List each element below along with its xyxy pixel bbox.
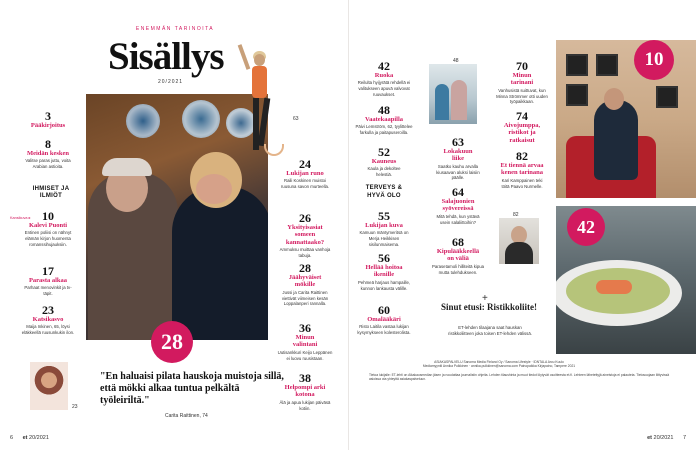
item-desc: Kaula ja dekoltee helestiä. <box>367 166 401 178</box>
item-desc: Parhaat menovinkit ja tv-täpit. <box>24 285 72 297</box>
item-title: Vaatekaapilla <box>364 116 404 123</box>
item-title: Jäähyväiset mökille <box>288 274 322 289</box>
item-desc: Mitä tehdä, kun ystävä usein salaliittoihin? <box>436 213 480 225</box>
item-desc: Valitse paras juttu, voita Arabian astioita. <box>25 158 71 170</box>
runner-arm <box>238 44 251 70</box>
page-footer <box>647 435 686 441</box>
toc-item[interactable] <box>6 304 90 336</box>
page-footer <box>10 435 49 441</box>
item-title: Helpompi arki kotona <box>284 384 326 399</box>
item-number: 52 <box>378 145 390 159</box>
item-number: 74 <box>516 109 528 123</box>
item-title: Pääkirjoitus <box>30 122 66 129</box>
man-figure <box>594 100 638 180</box>
item-number: 8 <box>45 137 51 151</box>
item-desc: Kamuun mäntymeritsä on Merja Heikkisen sisilunmaisema. <box>359 230 409 247</box>
toc-item[interactable] <box>6 265 90 297</box>
item-title: Salajuonien syövereissä <box>441 198 475 213</box>
person-body <box>505 242 533 264</box>
runner-leg <box>258 98 271 146</box>
runner-head <box>254 54 265 66</box>
man-cap <box>102 158 152 176</box>
item-desc: Saatko kauhu arvalla kiusaavan aluksi laisiin päälle. <box>436 163 480 181</box>
extra-title[interactable]: Sinut etusi: Ristikkoliite! <box>440 302 537 312</box>
item-title: Kipulääkkeellä on väliä <box>436 248 480 263</box>
toc-item[interactable] <box>487 60 557 105</box>
quote-attribution: Carita Raittinen, 74 <box>165 413 208 419</box>
item-desc: Raili Koskinen muistoi ruusuna savon murteella. <box>280 178 330 190</box>
pull-quote: "En haluaisi pilata hauskoja muistoja sillä, että mökki alkaa tuntua pelkältä työleiriltä." <box>100 371 284 406</box>
item-title: Minun valintani <box>292 334 318 349</box>
wall-plate <box>182 100 220 138</box>
item-number: 38 <box>299 371 311 385</box>
person-figure <box>451 80 467 120</box>
page-number: 6 <box>10 435 14 441</box>
issue-number: 20/2021 <box>158 79 184 85</box>
item-desc: Kari Kamppainen teki töitä Paavo Nurmelle. <box>501 177 543 189</box>
item-number: 42 <box>378 59 390 73</box>
toc-item[interactable] <box>349 60 419 97</box>
item-desc: Vanhusistä suittuvat, kun Minna Strömmer otti uuden työpaikkaan. <box>496 87 548 105</box>
page-badge[interactable]: 10 <box>634 40 674 80</box>
framed-record <box>566 84 588 106</box>
brand-logo: et <box>22 435 28 441</box>
item-number: 17 <box>42 264 54 278</box>
framed-record <box>656 86 678 108</box>
photo-page-ref: 82 <box>513 212 519 218</box>
framed-record <box>566 54 588 76</box>
item-title: Aivojumppa, ristikot ja ratkaisut <box>503 122 541 144</box>
footer-issue: 20/2021 <box>29 435 49 441</box>
item-title: Lukijan kuva <box>365 222 403 229</box>
item-number: 55 <box>378 209 390 223</box>
toc-item[interactable] <box>270 212 340 259</box>
framed-record <box>596 54 618 76</box>
item-number: 26 <box>299 211 311 225</box>
colophon <box>369 360 679 382</box>
toc-item[interactable] <box>487 110 557 144</box>
item-desc: Parasetamoli hilliteitä kipua mutta tulehdukseen. <box>431 263 485 275</box>
toc-item[interactable] <box>423 136 493 181</box>
item-desc: Päivi Lemström, 62, tyylittelee farkulla ja paitapuseroilla. <box>355 124 413 136</box>
item-title: Katsikasvo <box>32 316 64 323</box>
item-number: 3 <box>45 109 51 123</box>
item-desc: Entinen poliisi on nähnyt elämän kirjon huomenta romanssihujauksiin. <box>24 230 72 247</box>
toc-item[interactable] <box>270 262 340 307</box>
item-title: Et tiennä arvaa kenen tarinana <box>500 162 544 177</box>
right-page <box>349 0 696 450</box>
toc-item[interactable] <box>423 236 493 275</box>
woman-face <box>196 174 232 204</box>
section-label: IHMISET JA ILMIÖT <box>32 186 70 200</box>
item-desc: Pehmeä harjaus hampaille, kunnon lankausta välille. <box>357 279 411 291</box>
colophon-line: Mediamyyntii Annika Pulkkinen · annika.pulkkinen@sanoma.com Painopaikka Kirjapaino, Tampere 2021 <box>422 364 576 369</box>
man-head <box>604 88 624 110</box>
salmon-garnish <box>596 280 632 294</box>
resistance-band <box>264 144 284 156</box>
page-badge[interactable]: 28 <box>151 321 193 363</box>
item-number: 63 <box>452 135 464 149</box>
item-number: 10 <box>42 209 54 223</box>
item-title: Ruoka <box>374 72 394 79</box>
item-desc: Reilulta hyijyrätä rehdellä ei valitukseen apuvä valvovat ruuvaukset. <box>357 80 411 97</box>
cover-tag: Kansikuva ▸ <box>10 216 31 220</box>
item-title: Minun tarinani <box>510 72 534 87</box>
person-figure <box>435 84 449 120</box>
photo-page-ref: 48 <box>453 58 459 64</box>
item-desc: Uutisankkuri Keijo Leppänen ei luovu ruusistaan. <box>277 349 333 361</box>
plus-icon: + <box>482 293 488 304</box>
toc-item[interactable] <box>270 322 340 361</box>
item-title: Hellää hoitoa ikenille <box>365 264 403 279</box>
toc-item[interactable] <box>270 158 340 190</box>
toc-item[interactable] <box>6 210 90 247</box>
page-number: 7 <box>682 435 686 441</box>
item-number: 56 <box>378 251 390 265</box>
toc-item[interactable] <box>349 104 419 136</box>
woman-figure <box>172 186 268 340</box>
item-number: 24 <box>299 157 311 171</box>
toc-item[interactable] <box>349 146 419 178</box>
photo-page-ref: 23 <box>72 404 78 410</box>
item-desc: Risto Laitila vastaa lukijan kysymykseen kolesterolista. <box>357 324 411 336</box>
item-title: Parasta alkaa <box>28 277 68 284</box>
item-title: Lukijan runo <box>286 170 324 177</box>
runner-photo[interactable] <box>238 44 280 156</box>
toc-item[interactable] <box>423 186 493 225</box>
item-number: 36 <box>299 321 311 335</box>
item-title: Kalevi Puonti <box>28 222 68 229</box>
item-title: Yksityisasiat someen kannattaako? <box>285 224 325 246</box>
colophon-line: ASIAKASPALVELU Sanoma Media Finland Oy / Sanoma Lifestyle · IDNTALA Arcu Kuulo <box>434 360 564 364</box>
item-title: Omalääkäri <box>367 316 401 323</box>
footer-issue: 20/2021 <box>653 435 674 441</box>
item-number: 23 <box>42 303 54 317</box>
item-desc: Maija Inkinen, 65, löysi eläkkeellä ruusunkukin ilon. <box>21 324 75 336</box>
runner-top <box>252 66 267 98</box>
item-number: 28 <box>299 261 311 275</box>
item-title: Kauneus <box>371 158 397 165</box>
item-number: 48 <box>378 103 390 117</box>
toc-item[interactable] <box>349 304 419 336</box>
page-title: Sisällys <box>108 35 224 78</box>
item-title: Meidän kesken <box>26 150 70 157</box>
toc-item[interactable] <box>349 252 419 291</box>
item-number: 64 <box>452 185 464 199</box>
item-desc: Jussi ja Carita Raittinen viettivät viimeisen kesän Loppalanperi rannalla. <box>281 289 329 307</box>
page-badge[interactable]: 42 <box>567 208 605 246</box>
toc-item[interactable] <box>349 210 419 247</box>
wall-plate <box>126 104 160 138</box>
item-number: 68 <box>452 235 464 249</box>
item-desc: Ammuksu muittaa vanhoja tabuja. <box>279 247 331 258</box>
item-number: 82 <box>516 149 528 163</box>
thumb-photo-23[interactable] <box>30 362 68 410</box>
thumb-photo-82[interactable] <box>499 218 539 264</box>
item-number: 60 <box>378 303 390 317</box>
item-number: 70 <box>516 59 528 73</box>
toc-item[interactable] <box>6 138 90 170</box>
item-title: Lokakuun liike <box>443 148 473 163</box>
colophon-text: Tietoa lukijalle: ET-lehti on Aikakausmedian jäsen ja noudattaa journalistin ohjeita. Lehden tilaushinta ja muut tiedot löytyvät osoitteesta et.fi. Lehteen lähetettyjä aineistoja ei palauteta. Tietosuojaan liittyvissä asioissa ota yhteyttä asiakaspalveluun. <box>369 372 670 382</box>
photo-page-ref: 63 <box>293 116 299 122</box>
section-label: TERVEYS & HYVÄ OLO <box>365 185 403 199</box>
photo-story-10[interactable] <box>556 40 696 198</box>
item-desc: Älä ja apua lukijan päiväsä kotiin. <box>279 399 331 411</box>
toc-item[interactable] <box>487 150 557 189</box>
brand-logo: et <box>647 435 652 441</box>
extra-description: ET-lehden tilaajana saat hauskan ristikkoliitteen joka toisen ET-lehden välissä. <box>448 325 532 336</box>
kicker: ENEMMÄN TARINOITA <box>135 26 215 32</box>
thumb-photo-48[interactable] <box>429 64 477 124</box>
toc-item[interactable] <box>6 110 90 129</box>
